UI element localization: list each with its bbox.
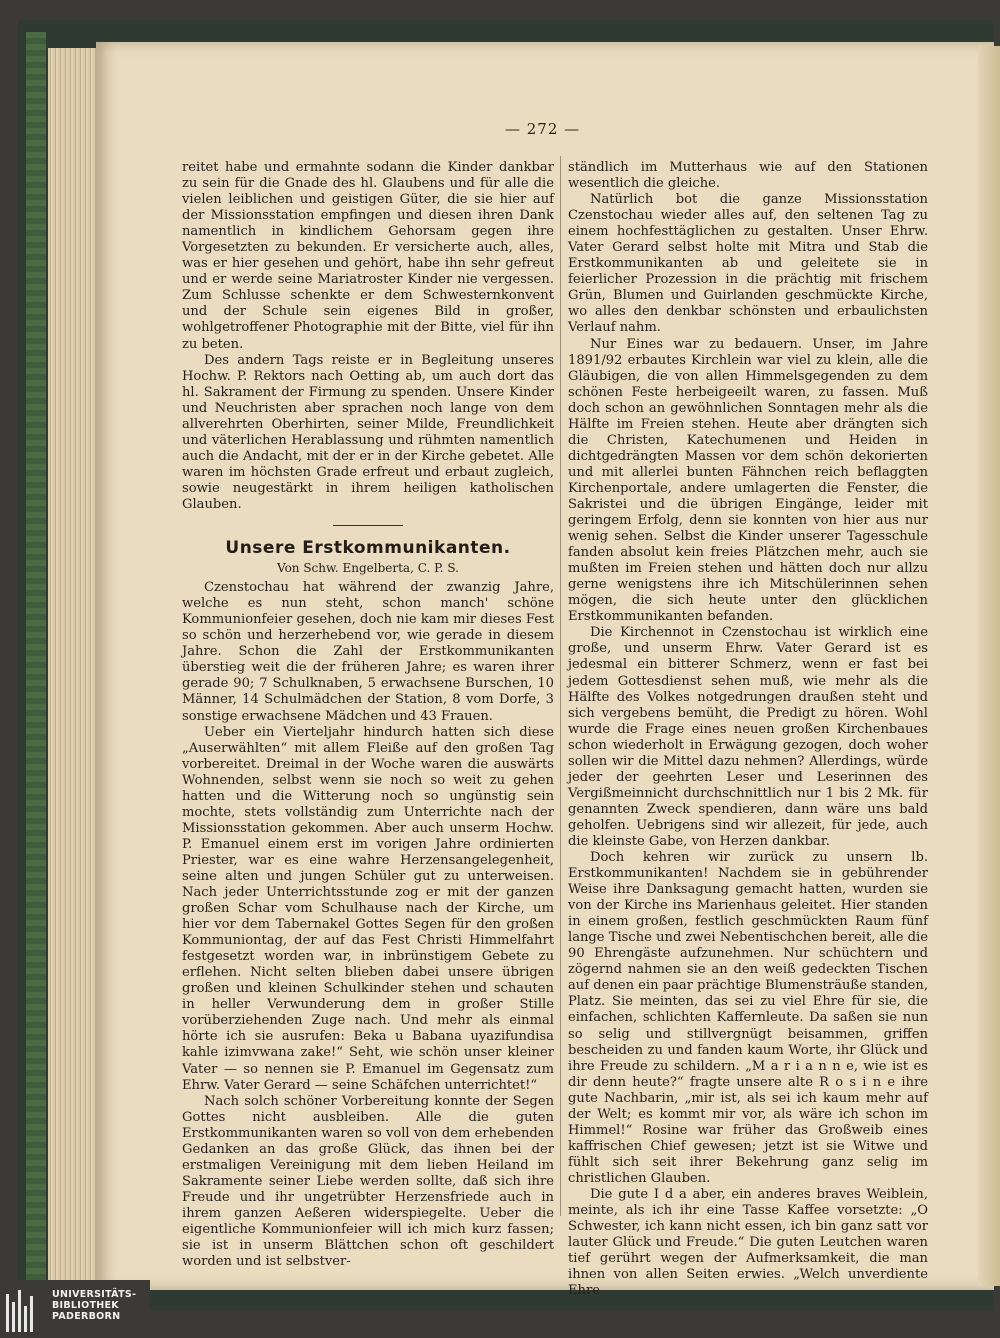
- right-page-edge: [978, 46, 1000, 1286]
- left-paragraph-5: Nach solch schöner Vorbereitung konnte der Segen Gottes nicht ausbleiben. Alle die guten Erstkommunikanten waren so voll von dem erhebenden Gedanken an das große Glück, das ihnen bei der erstmaligen Vereinigung mit dem lieben Heiland im Sakramente seiner Liebe werden sollte, daß sich ihre Freude und ihr ungetrübter Herzensfriede auch in ihrem ganzen Aeßeren widerspiegelte. Ueber die eigentliche Kommunionfeier will ich mich kurz fassen; sie ist in unserm Blättchen schon oft geschildert worden und ist selbstver-: [182, 1093, 554, 1270]
- library-logo-line-2: BIBLIOTHEK: [52, 1300, 119, 1311]
- left-paragraph-4: Ueber ein Vierteljahr hindurch hatten sich diese „Auserwählten“ mit allem Fleiße auf den großen Tag vorbereitet. Dreimal in der Woche waren die auswärts Wohnenden, selbst wenn sie noch so weit zu gehen hatten und die Witterung noch so ungünstig sein mochte, stets vollständig zum Unterrichte nach der Missionsstation gekommen. Aber auch unserm Hochw. P. Emanuel einem erst im vorigen Jahre ordinierten Priester, war es eine wahre Herzensangelegenheit, seine alten und jungen Schüler gut zu unterweisen. Nach jeder Unterrichtsstunde zog er mit der ganzen großen Schar vom Schulhause nach der Kirche, um hier vor dem Tabernakel Gottes Segen für den großen Kommuniontag, der auf das Fest Christi Himmelfahrt festgesetzt worden war, in inbrünstigem Gebete zu erflehen. Nicht selten blieben dabei unsere übrigen großen und kleinen Schulkinder stehen und schauten in heller Verwunderung dem in großer Stille vorüberziehenden Zuge nach. Und mehr als einmal hörte ich sie ausrufen: Beka u Babana uyazifundisa kahle izimvwana zake!“ Seht, wie schön unser kleiner Vater — so nennen sie P. Emanuel im Gegensatz zum Ehrw. Vater Gerard — seine Schäfchen unterrichtet!“: [182, 724, 554, 1093]
- left-paragraph-1: reitet habe und ermahnte sodann die Kinder dankbar zu sein für die Gnade des hl. Glaubens und für alle die vielen leiblichen und geistigen Güter, die sie hier auf der Missionsstation empfingen und diesen ihren Dank namentlich in kindlichem Gehorsam gegen ihre Vorgesetzten zu bekunden. Er versicherte auch, alles, was er hier gesehen und gehört, habe ihn sehr gefreut und er werde seine Mariatroster Kinder nie vergessen. Zum Schlusse schenkte er dem Schwesternkonvent und der Schule sein eigenes Bild in großer, wohlgetroffener Photographie mit der Bitte, viel für ihn zu beten.: [182, 160, 554, 352]
- library-logo-icon: [6, 1290, 46, 1334]
- left-column: [182, 160, 554, 1270]
- library-logo-line-3: PADERBORN: [52, 1311, 121, 1322]
- article-heading: Unsere Erstkommunikanten.: [225, 538, 511, 559]
- page-number: — 272 —: [505, 120, 581, 138]
- page-edges: [48, 48, 102, 1286]
- right-paragraph-5: Doch kehren wir zurück zu unsern lb. Erstkommunikanten! Nachdem sie in gebührender Weise ihre Danksagung gemacht hatten, wurden sie von der Kirche ins Marienhaus geleitet. Hier standen in einem großen, festlich geschmückten Raum fünf lange Tische und zwei Nebentischchen bereit, alle die 90 Ehrengäste aufzunehmen. Nur schüchtern und zögernd nahmen sie an den weiß gedeckten Tischen auf denen ein paar prächtige Blumensträuße standen, Platz. Sie meinten, das sei zu viel Ehre für sie, die einfachen, schlichten Kaffernleute. Da saßen sie nun so selig und stillvergnügt beisammen, griffen bescheiden zu und fanden kaum Worte, ihr Glück und ihre Freude zu schildern. „M a r i a n n e, wie ist es dir denn heute?“ fragte unsere alte R o s i n e ihre gute Nachbarin, „mir ist, als sei ich kaum mehr auf der Welt; es kommt mir vor, als wäre ich schon im Himmel!“ Rosine war früher das Großweib eines kaffrischen Chief gewesen; jetzt ist sie Witwe und fühlt sich seit ihrer Bekehrung ganz selig im christlichen Glauben.: [568, 850, 928, 1186]
- left-paragraph-3: Czenstochau hat während der zwanzig Jahre, welche es nun steht, schon manch' schöne Kommunionfeier gesehen, doch nie kam mir dieses Fest so schön und herzerhebend vor, wie gerade in diesem Jahre. Schon die Zahl der Erstkommunikanten überstieg weit die der früheren Jahre; es waren ihrer gerade 90; 7 Schulknaben, 5 erwachsene Burschen, 10 Männer, 14 Schulmädchen der Station, 8 vom Dorfe, 3 sonstige erwachsene Mädchen und 43 Frauen.: [182, 580, 554, 724]
- library-logo-text: [52, 1289, 136, 1322]
- right-paragraph-6: Die gute I d a aber, ein anderes braves Weiblein, meinte, als ich ihr eine Tasse Kaffee vorsetzte: „O Schwester, ich kann nicht essen, ich bin ganz satt vor lauter Glück und Freude.“ Die guten Leutchen waren tief gerührt wegen der Aufmerksamkeit, die man ihnen von allen Seiten erwies. „Welch unverdiente Ehre: [568, 1187, 928, 1299]
- left-paragraph-2: Des andern Tags reiste er in Begleitung unseres Hochw. P. Rektors nach Oetting ab, um auch dort das hl. Sakrament der Firmung zu spenden. Unsere Kinder und Neuchristen aber sprachen noch lange von dem allverehrten Oberhirten, seiner Milde, Freundlichkeit und väterlichen Herablassung und rühmten namentlich auch die Andacht, mit der er in der Kirche gebetet. Alle waren im höchsten Grade erfreut und erbaut zugleich, sowie neugestärkt in ihrem heiligen katholischen Glauben.: [182, 352, 554, 512]
- library-logo-line-1: UNIVERSITÄTS-: [52, 1289, 137, 1300]
- right-paragraph-1: ständlich im Mutterhaus wie auf den Stationen wesentlich die gleiche.: [568, 160, 928, 192]
- section-rule: [333, 525, 403, 526]
- book-spine: [26, 32, 46, 1304]
- right-paragraph-2: Natürlich bot die ganze Missionsstation Czenstochau wieder alles auf, den seltenen Tag zu einem hochfesttäglichen zu gestalten. Unser Ehrw. Vater Gerard selbst holte mit Mitra und Stab die Erstkommunikanten ab und geleitete sie in feierlicher Prozession in die prächtig mit frischem Grün, Blumen und Guirlanden geschmückte Kirche, wo alles den denkbar schönsten und erbaulichsten Verlauf nahm.: [568, 192, 928, 336]
- right-paragraph-4: Die Kirchennot in Czenstochau ist wirklich eine große, und unserm Ehrw. Vater Gerard ist es jedesmal ein bitterer Schmerz, wenn er fast bei jedem Gottesdienst sehen muß, wie mehr als die Hälfte des Volkes notgedrungen draußen steht und sich vergebens bemüht, die Predigt zu hören. Wohl wurde die Frage eines neuen großen Kirchenbaues schon wiederholt in Erwägung gezogen, doch woher sollen wir die Mittel dazu nehmen? Allerdings, würde jeder der geehrten Leser und Leserinnen des Vergißmeinnicht durchschnittlich nur 1 bis 2 Mk. für genannten Zweck spendieren, dann wäre uns bald geholfen. Uebrigens sind wir allezeit, für jede, auch die kleinste Gabe, von Herzen dankbar.: [568, 625, 928, 849]
- column-divider: [560, 156, 561, 1216]
- right-paragraph-3: Nur Eines war zu bedauern. Unser, im Jahre 1891/92 erbautes Kirchlein war viel zu klein, alle die Gläubigen, die von allen Himmelsgegenden zu dem schönen Feste herbeigeeilt waren, zu fassen. Muß doch schon an gewöhnlichen Sonntagen mehr als die Hälfte im Freien stehen. Heute aber drängten sich die Christen, Katechumenen und Heiden in dichtgedrängten Massen vor dem schön dekorierten und mit allerlei bunten Fähnchen reich beflaggten Kirchenportale, andere umlagerten die Fenster, die Sakristei und die übrigen Eingänge, leider mit geringem Erfolg, denn sie konnten von hier aus nur wenig sehen. Selbst die Kinder unserer Tagesschule fanden absolut kein freies Plätzchen mehr, auch sie mußten im Freien stehen und hätten doch nur allzu gerne wenigstens ihre ich Mitschülerinnen sehen mögen, die sich heute unter den glücklichen Erstkommunikanten befanden.: [568, 336, 928, 625]
- article-byline: Von Schw. Engelberta, C. P. S.: [277, 561, 459, 576]
- right-column: [568, 160, 928, 1299]
